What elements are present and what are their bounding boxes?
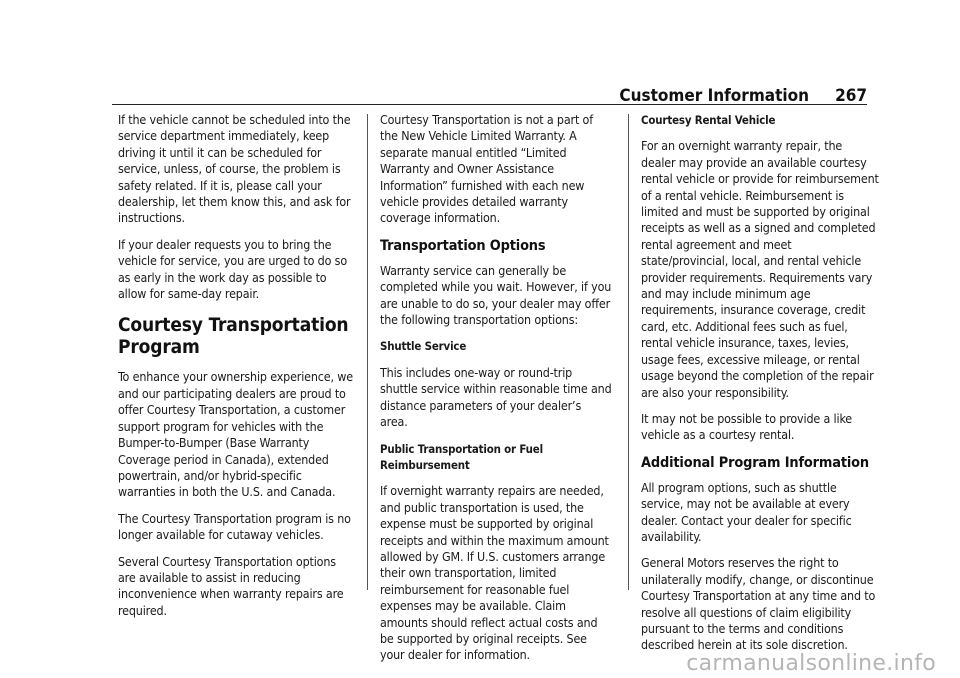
column-1 bbox=[118, 112, 354, 629]
option-heading: Courtesy Rental Vehicle bbox=[641, 113, 776, 127]
option-heading: Public Transportation or Fuel Reimbursement bbox=[380, 441, 543, 472]
header-rule bbox=[112, 104, 867, 105]
paragraph: For an overnight warranty repair, the dealer may provide an available courtesy rental vehicle or provide for reimbursement of a rental vehicle. Reimbursement is limited and must be supported by original receipts as well as a signed and completed rental agreement and meet state/provincial, local, and rental vehicle provider requirements. Requirements vary and may include minimum age requirements, insurance coverage, credit card, etc. Additional fees such as fuel, rental vehicle insurance, taxes, levies, usage fees, excessive mileage, or rental usage beyond the completion of the repair are also your responsibility. bbox=[641, 138, 879, 400]
column-2 bbox=[380, 112, 612, 674]
page-number: 267 bbox=[835, 86, 867, 106]
paragraph: If your dealer requests you to bring the vehicle for service, you are urged to do so as early in the work day as possible to allow for same-day repair. bbox=[118, 236, 347, 302]
paragraph: It may not be possible to provide a like vehicle as a courtesy rental. bbox=[641, 410, 853, 443]
section-heading: Courtesy Transportation Program bbox=[118, 314, 349, 359]
paragraph: Courtesy Transportation is not a part of the New Vehicle Limited Warranty. A separate manual entitled “Limited Warranty and Owner Assistance Information” furnished with each new vehicle provides detailed warranty coverage information. bbox=[380, 112, 594, 226]
option-heading: Shuttle Service bbox=[380, 339, 467, 354]
column-divider bbox=[367, 114, 368, 590]
paragraph: General Motors reserves the right to unilaterally modify, change, or discontinue Courtesy Transportation at any time and to resolve all questions of claim eligibility pursuant to the terms and conditions described herein at its sole discretion. bbox=[641, 555, 876, 653]
subsection-heading: Additional Program Information bbox=[641, 454, 869, 471]
paragraph: If overnight warranty repairs are needed, and public transportation is used, the expense must be supported by original receipts and within the maximum amount allowed by GM. If U.S. customers arrange their own transportation, limited reimbursement for reasonable fuel expenses may be available. Claim amounts should reflect actual costs and be supported by original receipts. See your dealer for information. bbox=[380, 483, 609, 663]
paragraph: If the vehicle cannot be scheduled into the service department immediately, keep driving it until it can be scheduled for service, unless, of course, the problem is safety related. If it is, please call your dealership, let them know this, and ask for instructions. bbox=[118, 112, 351, 226]
paragraph: Several Courtesy Transportation options are available to assist in reducing inconvenience when warranty repairs are required. bbox=[118, 553, 344, 618]
watermark-text: carmanualsonline.info bbox=[686, 651, 936, 676]
column-divider bbox=[628, 114, 629, 590]
paragraph: Warranty service can generally be completed while you wait. However, if you are unable to do so, your dealer may offer the following transportation options: bbox=[380, 262, 612, 328]
column-3 bbox=[641, 112, 879, 664]
paragraph: The Courtesy Transportation program is no longer available for cutaway vehicles. bbox=[118, 510, 351, 543]
paragraph: All program options, such as shuttle service, may not be available at every dealer. Contact your dealer for specific availability. bbox=[641, 479, 852, 544]
section-title: Customer Information bbox=[619, 86, 810, 106]
paragraph: This includes one-way or round-trip shuttle service within reasonable time and distance parameters of your dealer’s area. bbox=[380, 364, 612, 430]
subsection-heading: Transportation Options bbox=[380, 237, 546, 254]
paragraph: To enhance your ownership experience, we and our participating dealers are proud to offer Courtesy Transportation, a customer support program for vehicles with the Bumper-to-Bumper (Base Warranty Coverage period in Canada), extended powertrain, and/or hybrid-specific warranties in both the U.S. and Canada. bbox=[118, 369, 353, 500]
